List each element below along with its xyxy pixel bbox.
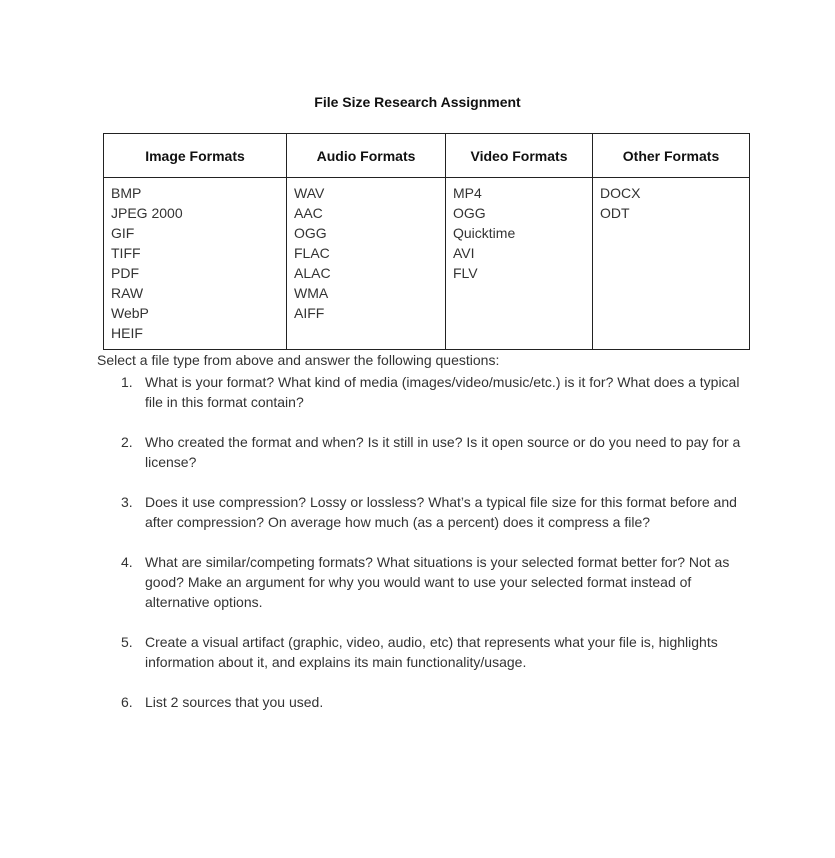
column-header-image-formats: Image Formats [104,134,287,178]
question-number: 1. [121,374,133,390]
list-item: AVI [453,245,475,261]
audio-formats-cell [287,178,446,350]
question-number: 3. [121,494,133,510]
question-item [121,552,746,612]
list-item: FLV [453,265,478,281]
other-formats-list [600,183,749,223]
file-formats-table [103,133,750,350]
question-text: List 2 sources that you used. [145,694,324,710]
question-text: Create a visual artifact (graphic, video, audio, etc) that represents what your file is, highlights information about it, and explains its main functionality/usage. [145,634,718,670]
list-item: OGG [453,205,486,221]
list-item: WebP [111,305,149,321]
question-number: 4. [121,554,133,570]
list-item: JPEG 2000 [111,205,183,221]
list-item: OGG [294,225,327,241]
question-number: 5. [121,634,133,650]
question-text: Who created the format and when? Is it still in use? Is it open source or do you need to pay for a license? [145,434,741,470]
question-item [121,492,746,532]
question-text: What is your format? What kind of media (images/video/music/etc.) is it for? What does a typical file in this format contain? [145,374,740,410]
table-row [104,178,750,350]
list-item: AAC [294,205,323,221]
column-header-video-formats: Video Formats [446,134,593,178]
other-formats-cell [593,178,750,350]
list-item: RAW [111,285,144,301]
list-item: WAV [294,185,325,201]
list-item: MP4 [453,185,482,201]
list-item: DOCX [600,185,641,201]
video-formats-list [453,183,592,283]
list-item: HEIF [111,325,143,341]
question-item [121,692,746,712]
list-item: WMA [294,285,329,301]
column-header-other-formats: Other Formats [593,134,750,178]
list-item: ALAC [294,265,331,281]
question-item [121,372,746,412]
questions-list [121,372,746,732]
list-item: ODT [600,205,630,221]
list-item: FLAC [294,245,330,261]
question-number: 6. [121,694,133,710]
instructions-text: Select a file type from above and answer the following questions: [97,352,500,368]
document-title: File Size Research Assignment [314,94,521,110]
question-text: Does it use compression? Lossy or lossless? What’s a typical file size for this format before and after compression? On average how much (as a percent) does it compress a file? [145,494,737,530]
list-item: Quicktime [453,225,516,241]
image-formats-cell [104,178,287,350]
list-item: PDF [111,265,139,281]
column-header-audio-formats: Audio Formats [287,134,446,178]
audio-formats-list [294,183,445,323]
question-text: What are similar/competing formats? What situations is your selected format better for? Not as good? Make an argument for why you would want to use your selected format instead of alternative options. [145,554,730,610]
list-item: AIFF [294,305,325,321]
list-item: GIF [111,225,135,241]
table-header-row [104,134,750,178]
video-formats-cell [446,178,593,350]
question-item [121,432,746,472]
image-formats-list [111,183,286,343]
list-item: BMP [111,185,142,201]
list-item: TIFF [111,245,141,261]
question-item [121,632,746,672]
question-number: 2. [121,434,133,450]
